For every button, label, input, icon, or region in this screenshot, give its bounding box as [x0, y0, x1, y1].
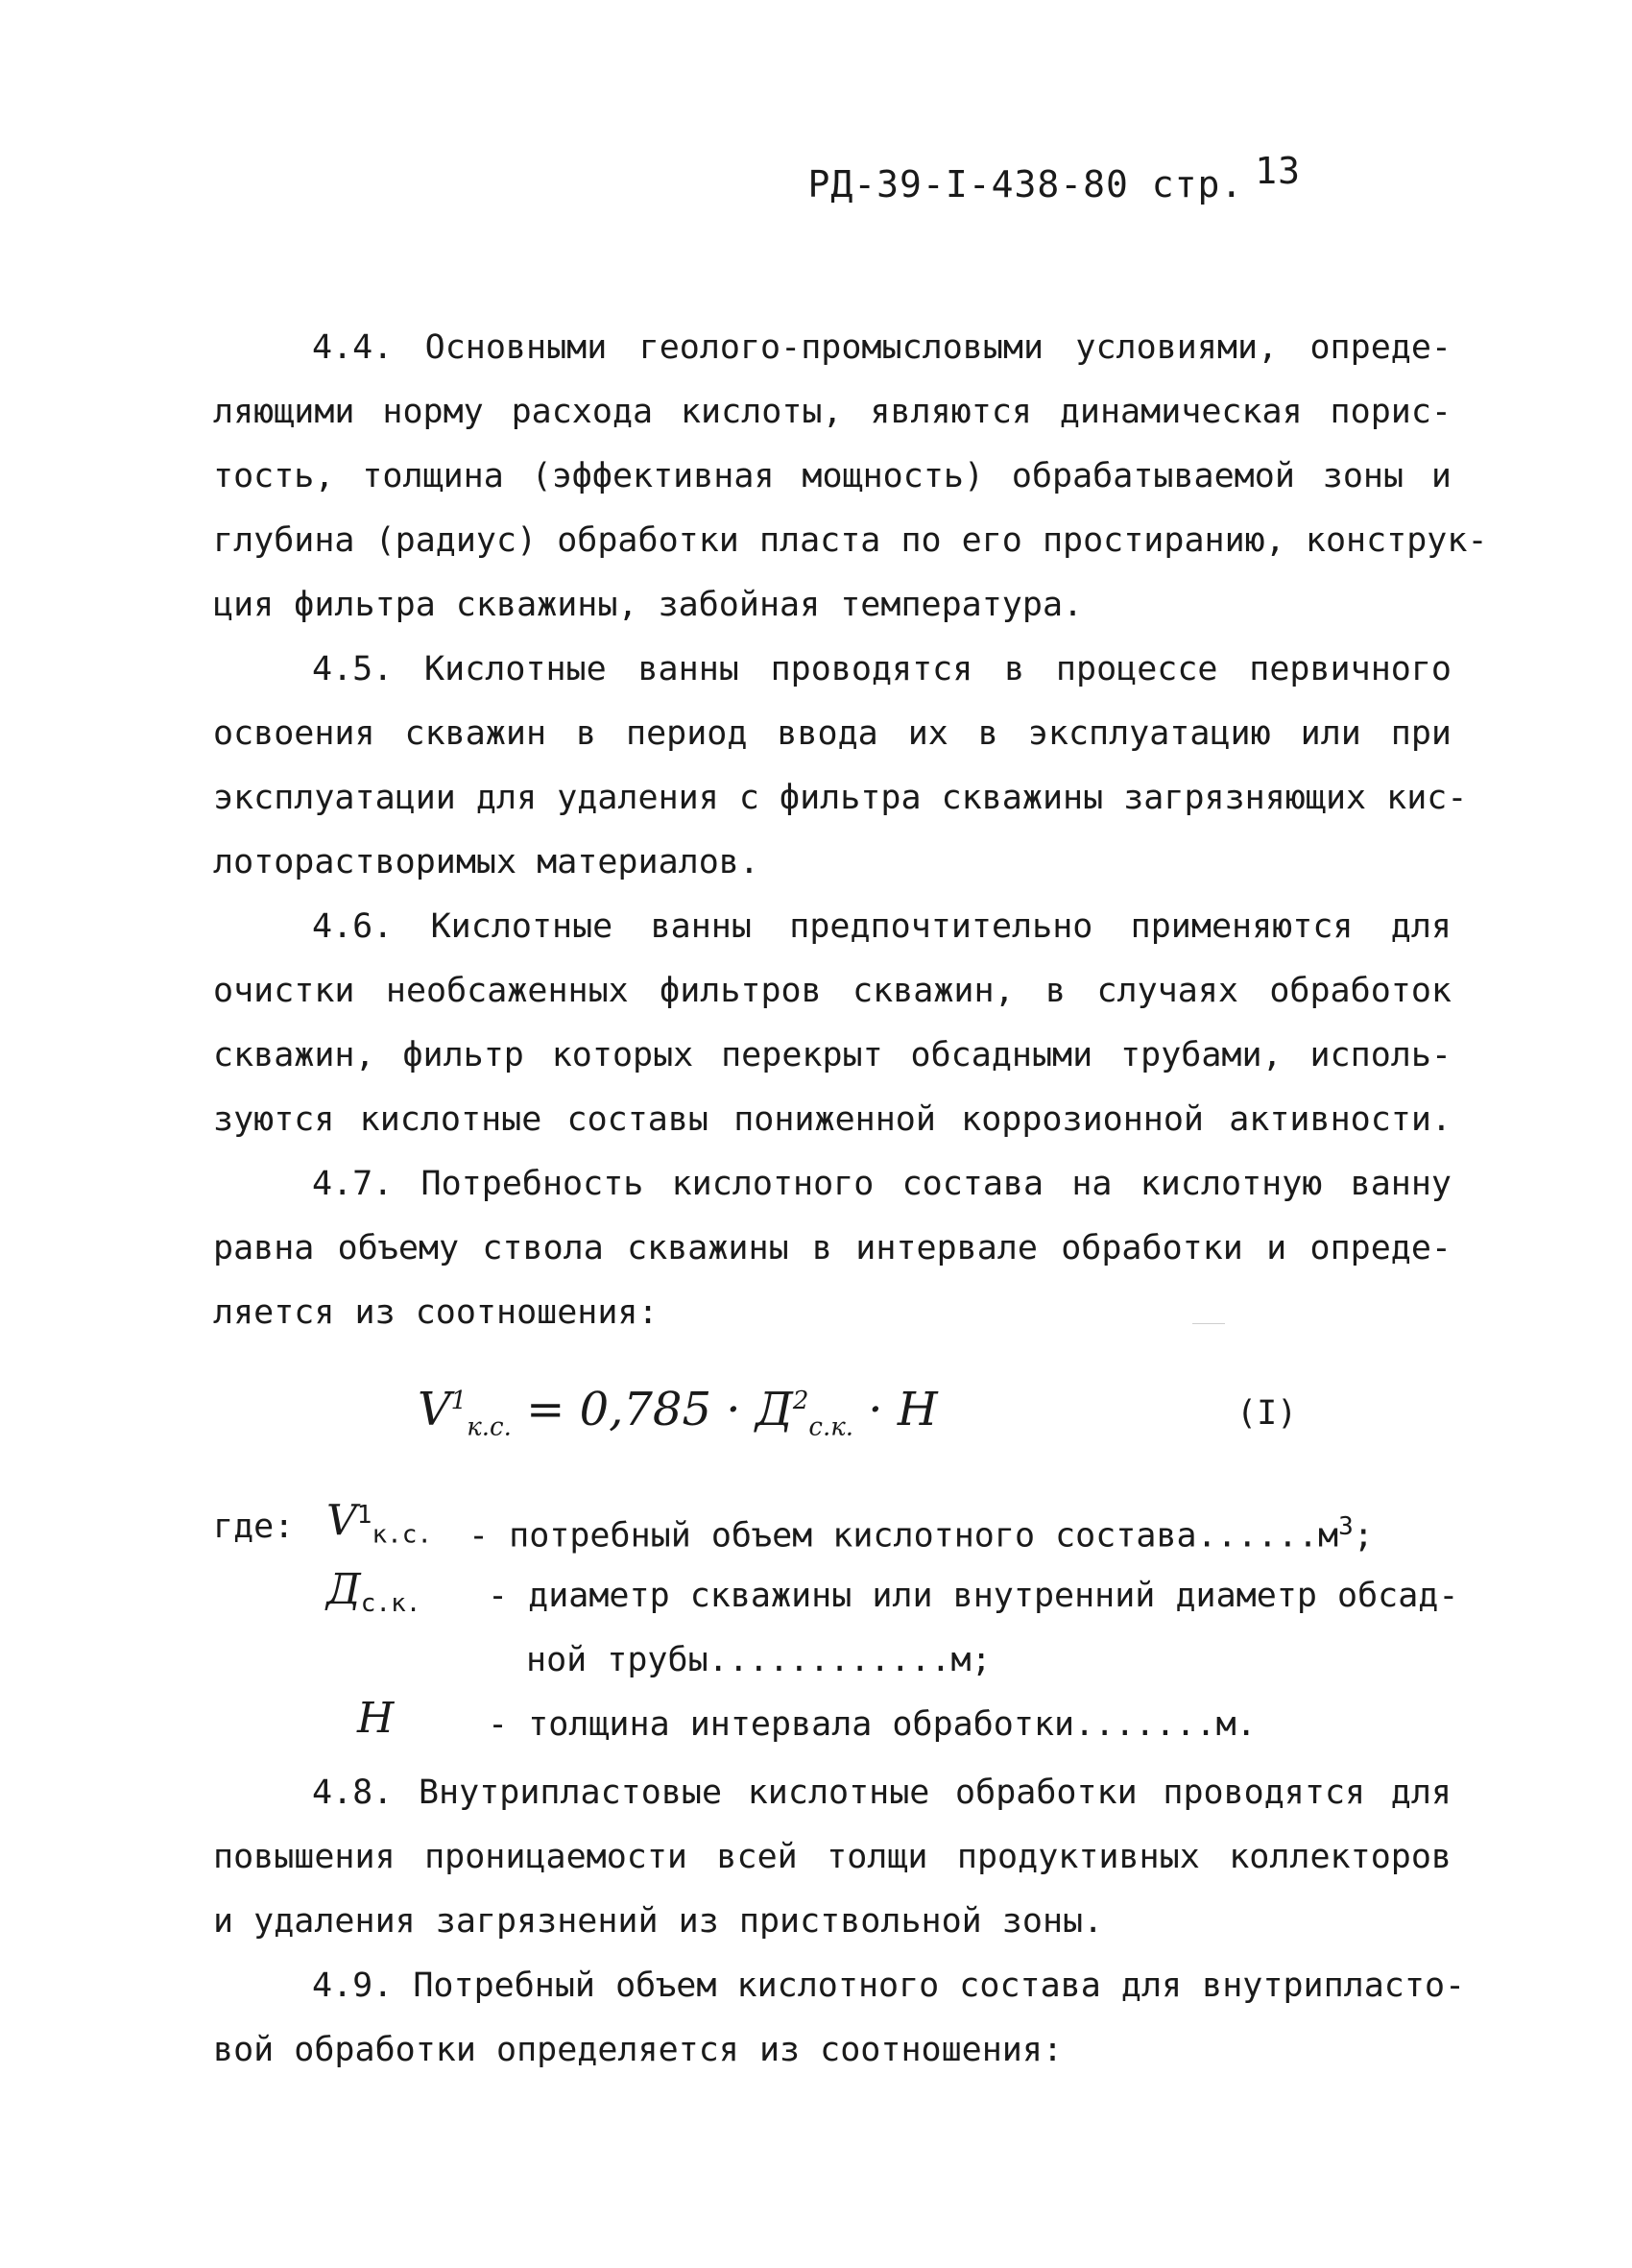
formula-lhs-sub: к.с. [467, 1412, 512, 1442]
para-4-9-line: 4.9. Потребный объем кислотного состава для внутрипласто- [312, 1966, 1466, 2005]
para-4-7-line: ляется из соотношения: [213, 1293, 659, 1332]
legend-symbol: V [326, 1496, 357, 1546]
para-4-5-line: освоения скважин в период ввода их в эксплуатацию или при [213, 714, 1452, 753]
formula-lhs-sup: 1 [450, 1387, 468, 1415]
formula-diameter-sup: 2 [792, 1387, 809, 1415]
para-4-4-line: глубина (радиус) обработки пласта по его простиранию, конструк- [213, 521, 1488, 560]
legend-symbol: H [357, 1694, 395, 1743]
formula-equals: = [526, 1383, 565, 1436]
legend-row-diameter [326, 1565, 421, 1625]
formula-coefficient: 0,785 [579, 1383, 712, 1436]
legend-symbol-sub: к.с. [372, 1520, 433, 1550]
formula-dot: · [868, 1383, 883, 1436]
para-4-6-line: зуются кислотные составы пониженной коррозионной активности. [213, 1100, 1452, 1139]
legend-intro: где: [213, 1508, 295, 1546]
para-4-9-line: вой обработки определяется из соотношения: [213, 2031, 1064, 2069]
para-4-4-line: ция фильтра скважины, забойная температура. [213, 586, 1084, 624]
legend-symbol-sup: 1 [356, 1501, 372, 1530]
formula-thickness: H [897, 1383, 938, 1436]
para-4-7-line: равна объему ствола скважины в интервале обработки и опреде- [213, 1229, 1452, 1267]
formula-lhs: V [418, 1383, 451, 1436]
legend-row-volume [326, 1494, 432, 1556]
formula-1 [418, 1383, 938, 1442]
legend-text: - толщина интервала обработки.......м. [488, 1705, 1257, 1744]
para-4-5-line: лоторастворимых материалов. [213, 843, 759, 881]
document-code: РД-39-I-438-80 стр. [807, 163, 1244, 205]
legend-unit-sup: 3 [1338, 1512, 1354, 1541]
para-4-8-line: 4.8. Внутрипластовые кислотные обработки проводятся для [312, 1773, 1452, 1812]
legend-text: - потребный объем кислотного состава......м [468, 1516, 1339, 1556]
para-4-6-line: очистки необсаженных фильтров скважин, в случаях обработок [213, 972, 1452, 1010]
para-4-7-line: 4.7. Потребность кислотного состава на кислотную ванну [312, 1165, 1452, 1203]
legend-row-thickness [357, 1694, 395, 1743]
para-4-5-line: 4.5. Кислотные ванны проводятся в процессе первичного [312, 650, 1452, 688]
formula-number: (I) [1236, 1394, 1298, 1433]
formula-dot: · [726, 1383, 741, 1436]
legend-text: ной трубы............м; [526, 1641, 992, 1679]
legend-symbol-sub: с.к. [360, 1589, 421, 1618]
para-4-4-line: тость, толщина (эффективная мощность) обрабатываемой зоны и [213, 457, 1452, 495]
legend-symbol: Д [326, 1565, 361, 1614]
para-4-4-line: 4.4. Основными геолого-промысловыми условиями, опреде- [312, 328, 1452, 367]
legend-text: - диаметр скважины или внутренний диаметр обсад- [488, 1577, 1459, 1615]
page-number: 13 [1255, 150, 1301, 192]
legend-end: ; [1353, 1516, 1374, 1556]
para-4-5-line: эксплуатации для удаления с фильтра скважины загрязняющих кис- [213, 779, 1468, 817]
para-4-4-line: ляющими норму расхода кислоты, являются динамическая порис- [213, 393, 1452, 431]
page-header [807, 150, 1301, 205]
formula-diameter-sub: с.к. [808, 1412, 854, 1442]
para-4-6-line: скважин, фильтр которых перекрыт обсадными трубами, исполь- [213, 1036, 1452, 1074]
para-4-8-line: повышения проницаемости всей толщи продуктивных коллекторов [213, 1838, 1452, 1876]
para-4-6-line: 4.6. Кислотные ванны предпочтительно применяются для [312, 907, 1452, 946]
para-4-8-line: и удаления загрязнений из приствольной зоны. [213, 1902, 1104, 1941]
formula-diameter: Д [755, 1383, 793, 1436]
legend-row-volume-text [468, 1506, 1374, 1557]
scan-mark [1192, 1323, 1225, 1324]
